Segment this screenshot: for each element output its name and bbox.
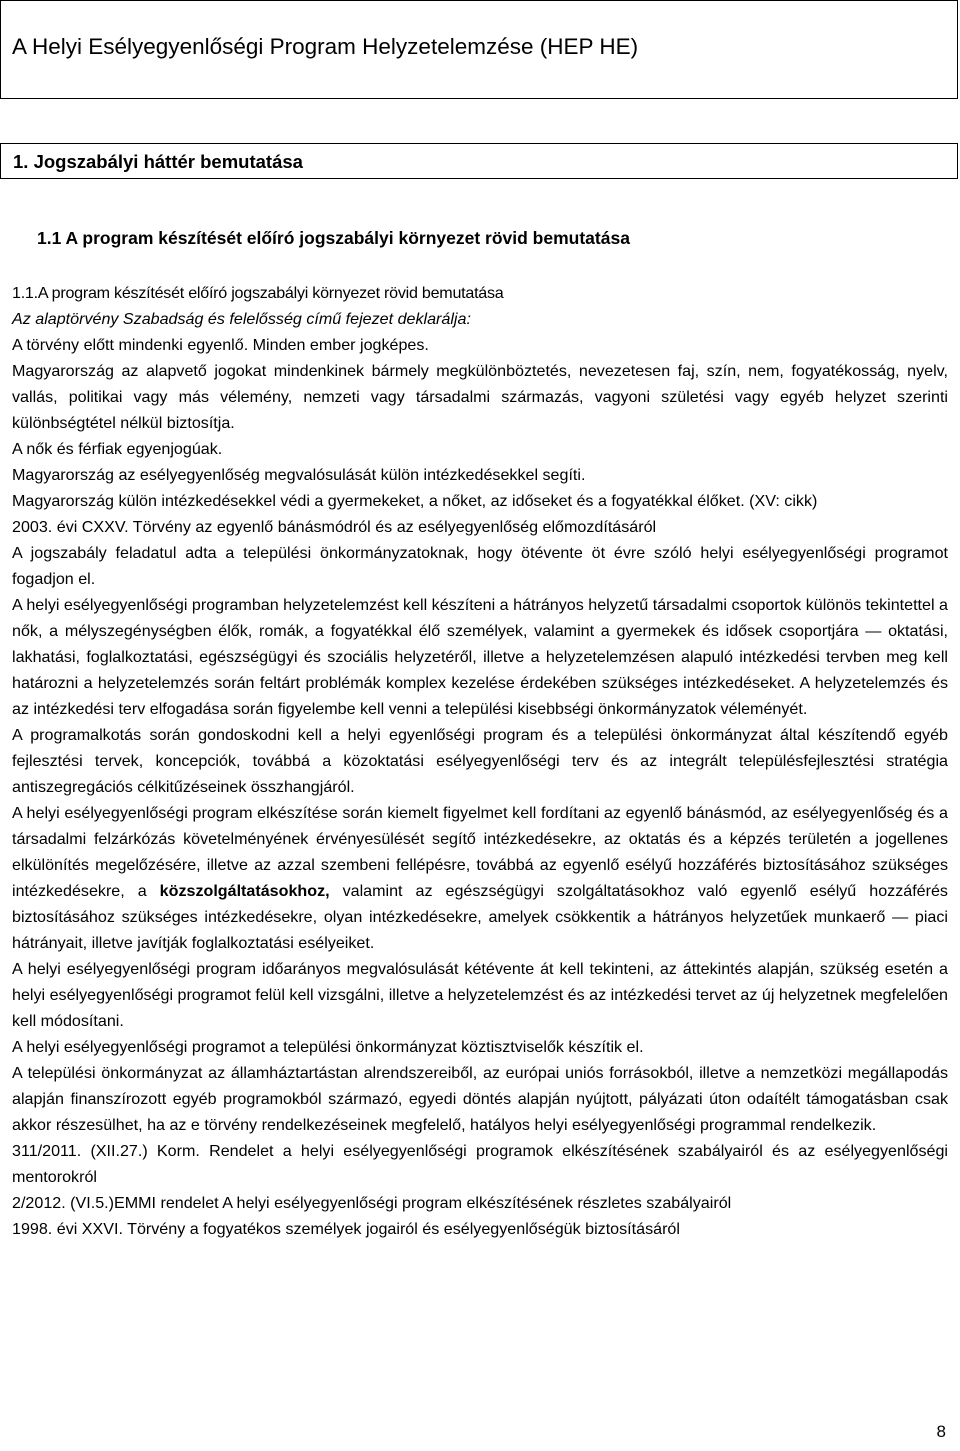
paragraph-constitution-intro <box>12 306 948 332</box>
paragraph-review: A helyi esélyegyenlőségi program időarányos megvalósulását kétévente át kell tekinteni, az áttekintés alapján, szükség esetén a helyi esélyegyenlőségi programot felül kell vizsgálni, illetve a helyzetelemzést és az intézkedési tervet az új helyzetnek megfelelően kell módosítani. <box>12 960 948 1030</box>
bold-text: közszolgáltatásokhoz, <box>159 882 330 900</box>
page-number: 8 <box>936 1422 946 1441</box>
paragraph-decree-311: 311/2011. (XII.27.) Korm. Rendelet a helyi esélyegyenlőségi programok elkészítésének szabályairól és az esélyegyenlőségi mentorokról <box>12 1142 948 1186</box>
paragraph-equality: A törvény előtt mindenki egyenlő. Minden ember jogképes. <box>12 336 429 354</box>
paragraph-preparers: A helyi esélyegyenlőségi programot a települési önkormányzat köztisztviselők készítik el. <box>12 1038 644 1056</box>
section-heading-box <box>0 143 958 179</box>
paragraph-situation-analysis: A helyi esélyegyenlőségi programban helyzetelemzést kell készíteni a hátrányos helyzetű társadalmi csoportok különös tekintettel a nők, a mélyszegénységben élők, romák, a fogyatékkal élő személyek, valamint a gyermekek és idősek csoportjára — oktatási, lakhatási, foglalkoztatási, egészségügyi és szociális helyzetéről, illetve a helyzetelemzésen alapuló intézkedési tervben meg kell határozni a helyzetelemzés során feltárt problémák komplex kezelése érdekében szükséges intézkedéseket. A helyzetelemzés és az intézkedési terv elfogadása során figyelembe kell venni a települési kisebbségi önkormányzatok véleményét. <box>12 596 948 718</box>
paragraph-protection: Magyarország külön intézkedésekkel védi a gyermekeket, a nőket, az időseket és a fogyatékkal élőket. (XV: cikk) <box>12 492 818 510</box>
subsection-title-repeat: 1.1.A program készítését előíró jogszabályi környezet rövid bemutatása <box>12 284 504 302</box>
document-title: A Helyi Esélyegyenlőségi Program Helyzetelemzése (HEP HE) <box>12 34 639 59</box>
paragraph-law-task: A jogszabály feladatul adta a települési önkormányzatoknak, hogy ötévente öt évre szóló helyi esélyegyenlőségi programot fogadjon el. <box>12 544 948 588</box>
paragraph-programming: A programalkotás során gondoskodni kell a helyi egyenlőségi program és a települési önkormányzat által készítendő egyéb fejlesztési tervek, koncepciók, továbbá a közoktatási esélyegyenlőségi terv és az integrált településfejlesztési stratégia antiszegregációs célkitűzéseinek összhangjáról. <box>12 726 948 796</box>
paragraph-text: A helyi esélyegyenlőségi program elkészítése során kiemelt figyelmet kell fordítani az egyenlő bánásmód, az esélyegyenlőség és a társadalmi felzárkózás követelményének érvényesülését segítő intézkedésekre, az oktatás és a képzés területén a jogellenes elkülönítés megelőzésére, illetve az azzal szembeni fellépésre, továbbá az egyenlő esélyű hozzáférés biztosításához szükséges intézkedésekre, a <box>12 804 948 900</box>
paragraph-law-1998: 1998. évi XXVI. Törvény a fogyatékos személyek jogairól és esélyegyenlőségük biztosításáról <box>12 1220 680 1238</box>
paragraph-text: valamint az egészségügyi szolgáltatásokhoz való egyenlő esélyű hozzáférés biztosításához szükséges intézkedésekre, olyan intézkedésekre, amelyek csökkentik a hátrányos helyzetűek munkaerő — piaci hátrányait, illetve javítják foglalkoztatási esélyeiket. <box>12 882 948 952</box>
paragraph-gender-equality: A nők és férfiak egyenjogúak. <box>12 440 223 458</box>
paragraph-law-2003: 2003. évi CXXV. Törvény az egyenlő bánásmódról és az esélyegyenlőség előmozdításáról <box>12 518 657 536</box>
paragraph-priority-measures <box>12 800 948 956</box>
paragraph-funding: A települési önkormányzat az államháztartástan alrendszereiből, az európai uniós forrásokból, illetve a nemzetközi megállapodás alapján finanszírozott egyéb programokból származó, egyedi döntés alapján nyújtott, pályázati úton odaítélt támogatásban csak akkor részesülhet, ha az e törvény rendelkezéseinek megfelelő, hatályos helyi esélyegyenlőségi programmal rendelkezik. <box>12 1064 948 1134</box>
paragraph-equal-opportunity: Magyarország az esélyegyenlőség megvalósulását külön intézkedésekkel segíti. <box>12 466 586 484</box>
section-heading: 1. Jogszabályi háttér bemutatása <box>13 151 303 172</box>
document-body <box>12 280 948 1242</box>
document-title-box <box>0 0 958 99</box>
paragraph-nondiscrimination: Magyarország az alapvető jogokat mindenkinek bármely megkülönböztetés, nevezetesen faj, szín, nem, fogyatékosság, nyelv, vallás, politikai vagy más vélemény, nemzeti vagy társadalmi származás, vagyoni születési vagy egyéb helyzet szerinti különbségtétel nélkül biztosítja. <box>12 362 948 432</box>
paragraph-decree-emmi: 2/2012. (VI.5.)EMMI rendelet A helyi esélyegyenlőségi program elkészítésének részletes szabályairól <box>12 1194 732 1212</box>
subsection-heading: 1.1 A program készítését előíró jogszabályi környezet rövid bemutatása <box>37 228 630 248</box>
italic-text: Az alaptörvény Szabadság és felelősség című fejezet deklarálja: <box>12 310 471 328</box>
